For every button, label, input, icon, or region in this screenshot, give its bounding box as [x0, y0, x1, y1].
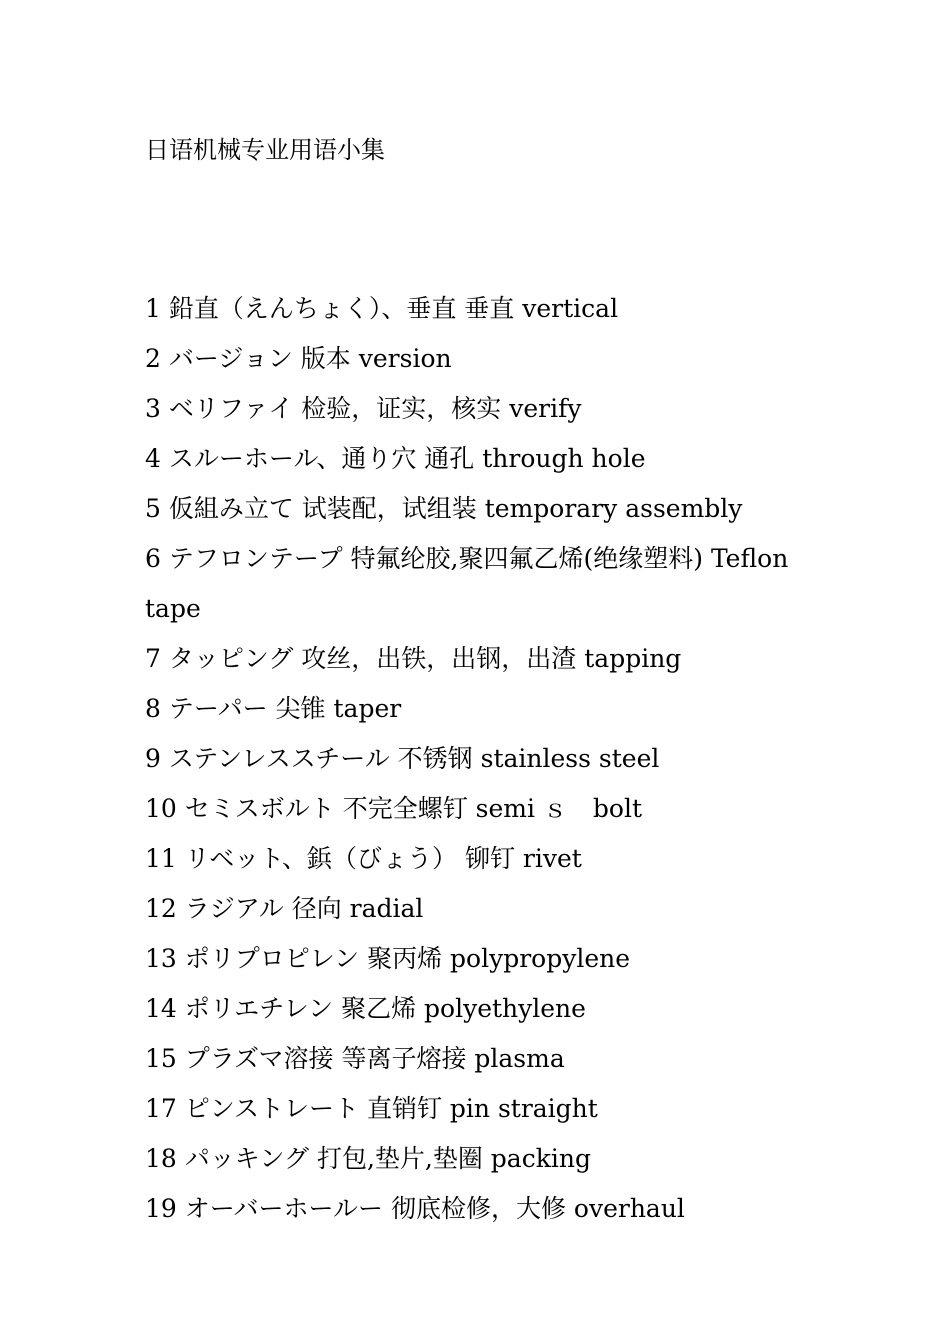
term-item — [145, 784, 815, 834]
term-text: 10 セミスボルト 不完全螺钉 semi ｓ bolt — [145, 794, 643, 823]
term-item — [145, 1034, 815, 1084]
term-text: 2 バージョン 版本 version — [145, 344, 452, 373]
document-title: 日语机械专业用语小集 — [145, 136, 385, 164]
term-text: 19 オーバーホールー 彻底检修，大修 overhaul — [145, 1194, 685, 1223]
term-item — [145, 634, 815, 684]
term-item — [145, 534, 815, 634]
term-text: 18 パッキング 打包,垫片,垫圈 packing — [145, 1144, 591, 1173]
term-item — [145, 734, 815, 784]
term-text: 6 テフロンテープ 特氟纶胶,聚四氟乙烯(绝缘塑料) Teflon tape — [145, 544, 789, 623]
term-text: 11 リベット、鋲（びょう） 铆钉 rivet — [145, 844, 582, 873]
term-item — [145, 1184, 815, 1234]
term-item — [145, 284, 815, 334]
term-item — [145, 884, 815, 934]
term-text: 9 ステンレススチール 不锈钢 stainless steel — [145, 744, 660, 773]
term-item — [145, 934, 815, 984]
term-item — [145, 984, 815, 1034]
term-text: 13 ポリプロピレン 聚丙烯 polypropylene — [145, 944, 631, 973]
term-text: 15 プラズマ溶接 等离子熔接 plasma — [145, 1044, 565, 1073]
term-text: 14 ポリエチレン 聚乙烯 polyethylene — [145, 994, 586, 1023]
term-item — [145, 384, 815, 434]
term-item — [145, 1084, 815, 1134]
term-text: 4 スルーホール、通り穴 通孔 through hole — [145, 444, 646, 473]
term-text: 5 仮組み立て 试装配，试组装 temporary assembly — [145, 494, 743, 523]
term-item — [145, 834, 815, 884]
term-text: 1 鉛直（えんちょく）、垂直 垂直 vertical — [145, 294, 619, 323]
term-item — [145, 434, 815, 484]
term-text: 7 タッピング 攻丝，出铁，出钢，出渣 tapping — [145, 644, 682, 673]
term-item — [145, 334, 815, 384]
term-item — [145, 484, 815, 534]
term-text: 8 テーパー 尖锥 taper — [145, 694, 402, 723]
term-list — [145, 284, 815, 1234]
term-text: 17 ピンストレート 直销钉 pin straight — [145, 1094, 598, 1123]
term-text: 3 ベリファイ 检验，证实，核实 verify — [145, 394, 582, 423]
term-item — [145, 684, 815, 734]
term-text: 12 ラジアル 径向 radial — [145, 894, 424, 923]
term-item — [145, 1134, 815, 1184]
